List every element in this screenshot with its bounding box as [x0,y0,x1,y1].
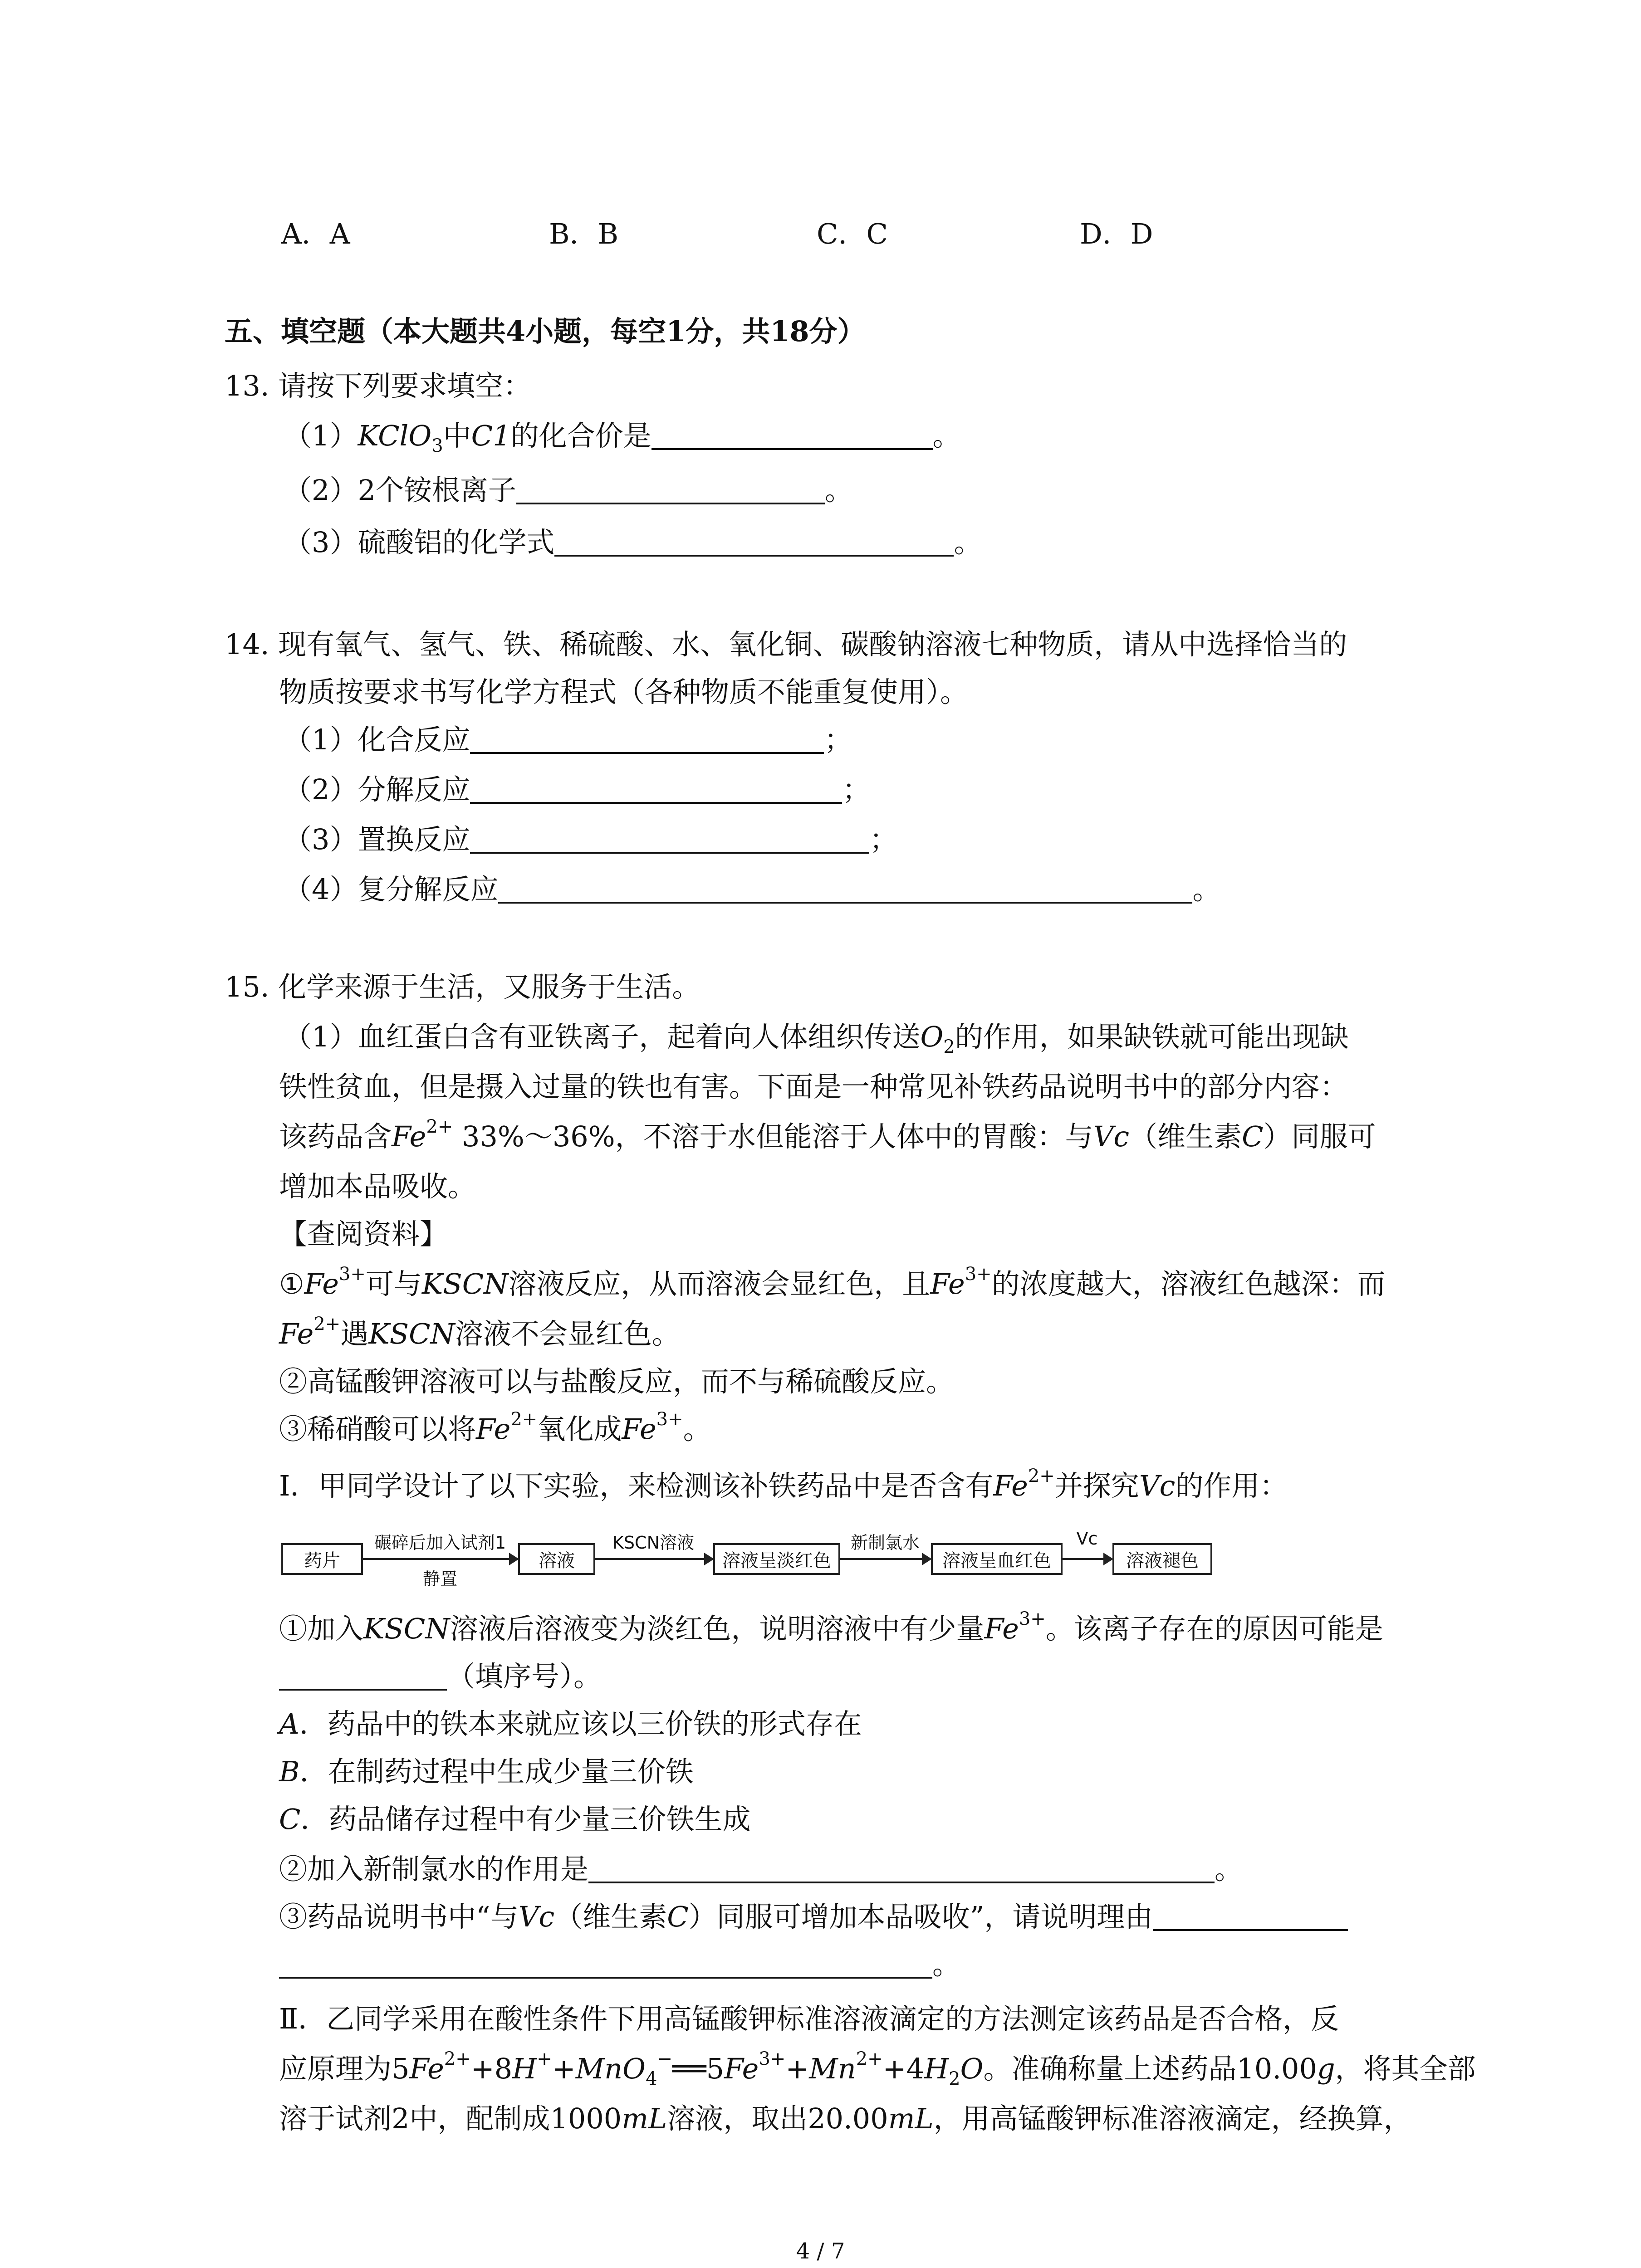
option-b: B．B [549,217,619,250]
flow-arrow [1063,1558,1112,1560]
part-ii-line1: Ⅱ．乙同学采用在酸性条件下用高锰酸钾标准溶液滴定的方法测定该药品是否合格，反 [279,2002,1339,2035]
q14-part2: （2）分解反应 ； [284,773,871,806]
question-i-3: ③药品说明书中“与Vc（维生素C）同服可增加本品吸收”，请说明理由 [279,1903,1348,1931]
q14-part3: （3）置换反应 ； [284,823,898,856]
flow-box-faded: 溶液褪色 [1112,1543,1212,1575]
answer-blank[interactable] [554,528,954,557]
reference-1-cont: $Fe^{2+}$遇KSCN溶液不会显红色。 [279,1314,680,1350]
option-a: A．A [281,217,350,250]
answer-blank[interactable] [279,1662,447,1691]
flow-label-vc: Vc [1076,1529,1098,1549]
flow-box-pale-red: 溶液呈淡红色 [713,1543,840,1575]
flow-arrow [840,1558,930,1560]
question-i-1: ①加入KSCN溶液后溶液变为淡红色，说明溶液中有少量$Fe^{3+}$。该离子存在的原因可能是 [279,1608,1383,1645]
flow-arrow [595,1558,712,1560]
q13-stem: 13. 请按下列要求填空： [225,369,532,402]
section-title: 五、填空题（本大题共4小题，每空1分，共18分） [225,315,866,348]
flow-label-chlorine-water: 新制氯水 [850,1533,920,1553]
answer-blank[interactable] [470,826,869,854]
reference-2: ②高锰酸钾溶液可以与盐酸反应，而不与稀硫酸反应。 [279,1365,955,1398]
option-c: C．C [817,217,888,250]
q15-para-line3: 该药品含$Fe^{2+}$ 33%～36%，不溶于水但能溶于人体中的胃酸：与Vc（维生素C）同服可 [279,1116,1376,1153]
part-ii-line3: 溶于试剂2中，配制成1000mL溶液，取出20.00mL，用高锰酸钾标准溶液滴定，经换算， [279,2102,1412,2135]
choice-a: A．药品中的铁本来就应该以三价铁的形式存在 [279,1707,862,1740]
reference-title: 【查阅资料】 [279,1217,448,1251]
question-i-1-fill: （填序号）。 [279,1662,602,1691]
question-i-3-cont: 。 [279,1950,960,1979]
reference-3: ③稀硝酸可以将$Fe^{2+}$氧化成$Fe^{3+}$。 [279,1409,711,1446]
answer-blank[interactable] [470,776,842,804]
part-i-intro: Ⅰ．甲同学设计了以下实验，来检测该补铁药品中是否含有$Fe^{2+}$并探究Vc的作用： [279,1466,1288,1502]
answer-blank[interactable] [1153,1903,1348,1931]
choice-c: C．药品储存过程中有少量三价铁生成 [279,1803,751,1836]
flow-box-solution: 溶液 [518,1543,595,1575]
flow-arrow [363,1558,517,1560]
flow-label-kscn: KSCN溶液 [612,1533,694,1553]
q13-part1: （1）KClO$_3$中C1的化合价是 。 [284,419,961,456]
q15-para-line2: 铁性贫血，但是摄入过量的铁也有害。下面是一种常见补铁药品说明书中的部分内容： [279,1070,1348,1103]
q13-part3: （3）硫酸铝的化学式 。 [284,526,982,559]
q14-part4: （4）复分解反应 。 [284,873,1221,906]
answer-blank[interactable] [279,1950,932,1979]
flow-box-blood-red: 溶液呈血红色 [931,1543,1063,1575]
q14-part1: （1）化合反应 ； [284,723,852,756]
flow-label-settle: 静置 [422,1569,457,1589]
q15-para-line4: 增加本品吸收。 [279,1170,476,1203]
q15-para-line1: （1）血红蛋白含有亚铁离子，起着向人体组织传送$O_2$的作用，如果缺铁就可能出现缺 [284,1020,1349,1057]
experiment-flowchart [281,1529,1316,1601]
choice-b: B．在制药过程中生成少量三价铁 [279,1755,694,1788]
q13-part2: （2）2个铵根离子 。 [284,474,853,507]
q15-stem: 15. 化学来源于生活，又服务于生活。 [225,970,700,1003]
answer-blank[interactable] [470,726,824,754]
answer-blank[interactable] [652,422,933,450]
q14-line2: 物质按要求书写化学方程式（各种物质不能重复使用）。 [279,675,969,709]
question-i-2: ②加入新制氯水的作用是 。 [279,1853,1243,1886]
page-number: 4 / 7 [796,2239,845,2264]
part-ii-line2: 应原理为$5Fe^{2+}+8H^++MnO_4^-══5Fe^{3+}+Mn^{2+}+4H_2O$。准确称量上述药品10.00g，将其全部 [279,2048,1476,2089]
flow-label-reagent1: 碾碎后加入试剂1 [374,1533,506,1553]
answer-blank[interactable] [588,1855,1215,1883]
answer-blank[interactable] [516,476,825,504]
answer-blank[interactable] [498,875,1192,904]
option-d: D．D [1080,217,1153,250]
flow-box-tablet: 药片 [281,1543,363,1575]
q14-line1: 14. 现有氧气、氢气、铁、稀硫酸、水、氧化铜、碳酸钠溶液七种物质，请从中选择恰当的 [225,628,1347,661]
reference-1: $①Fe^{3+}$可与KSCN溶液反应，从而溶液会显红色，且$Fe^{3+}$的浓度越大，溶液红色越深：而 [279,1264,1386,1300]
